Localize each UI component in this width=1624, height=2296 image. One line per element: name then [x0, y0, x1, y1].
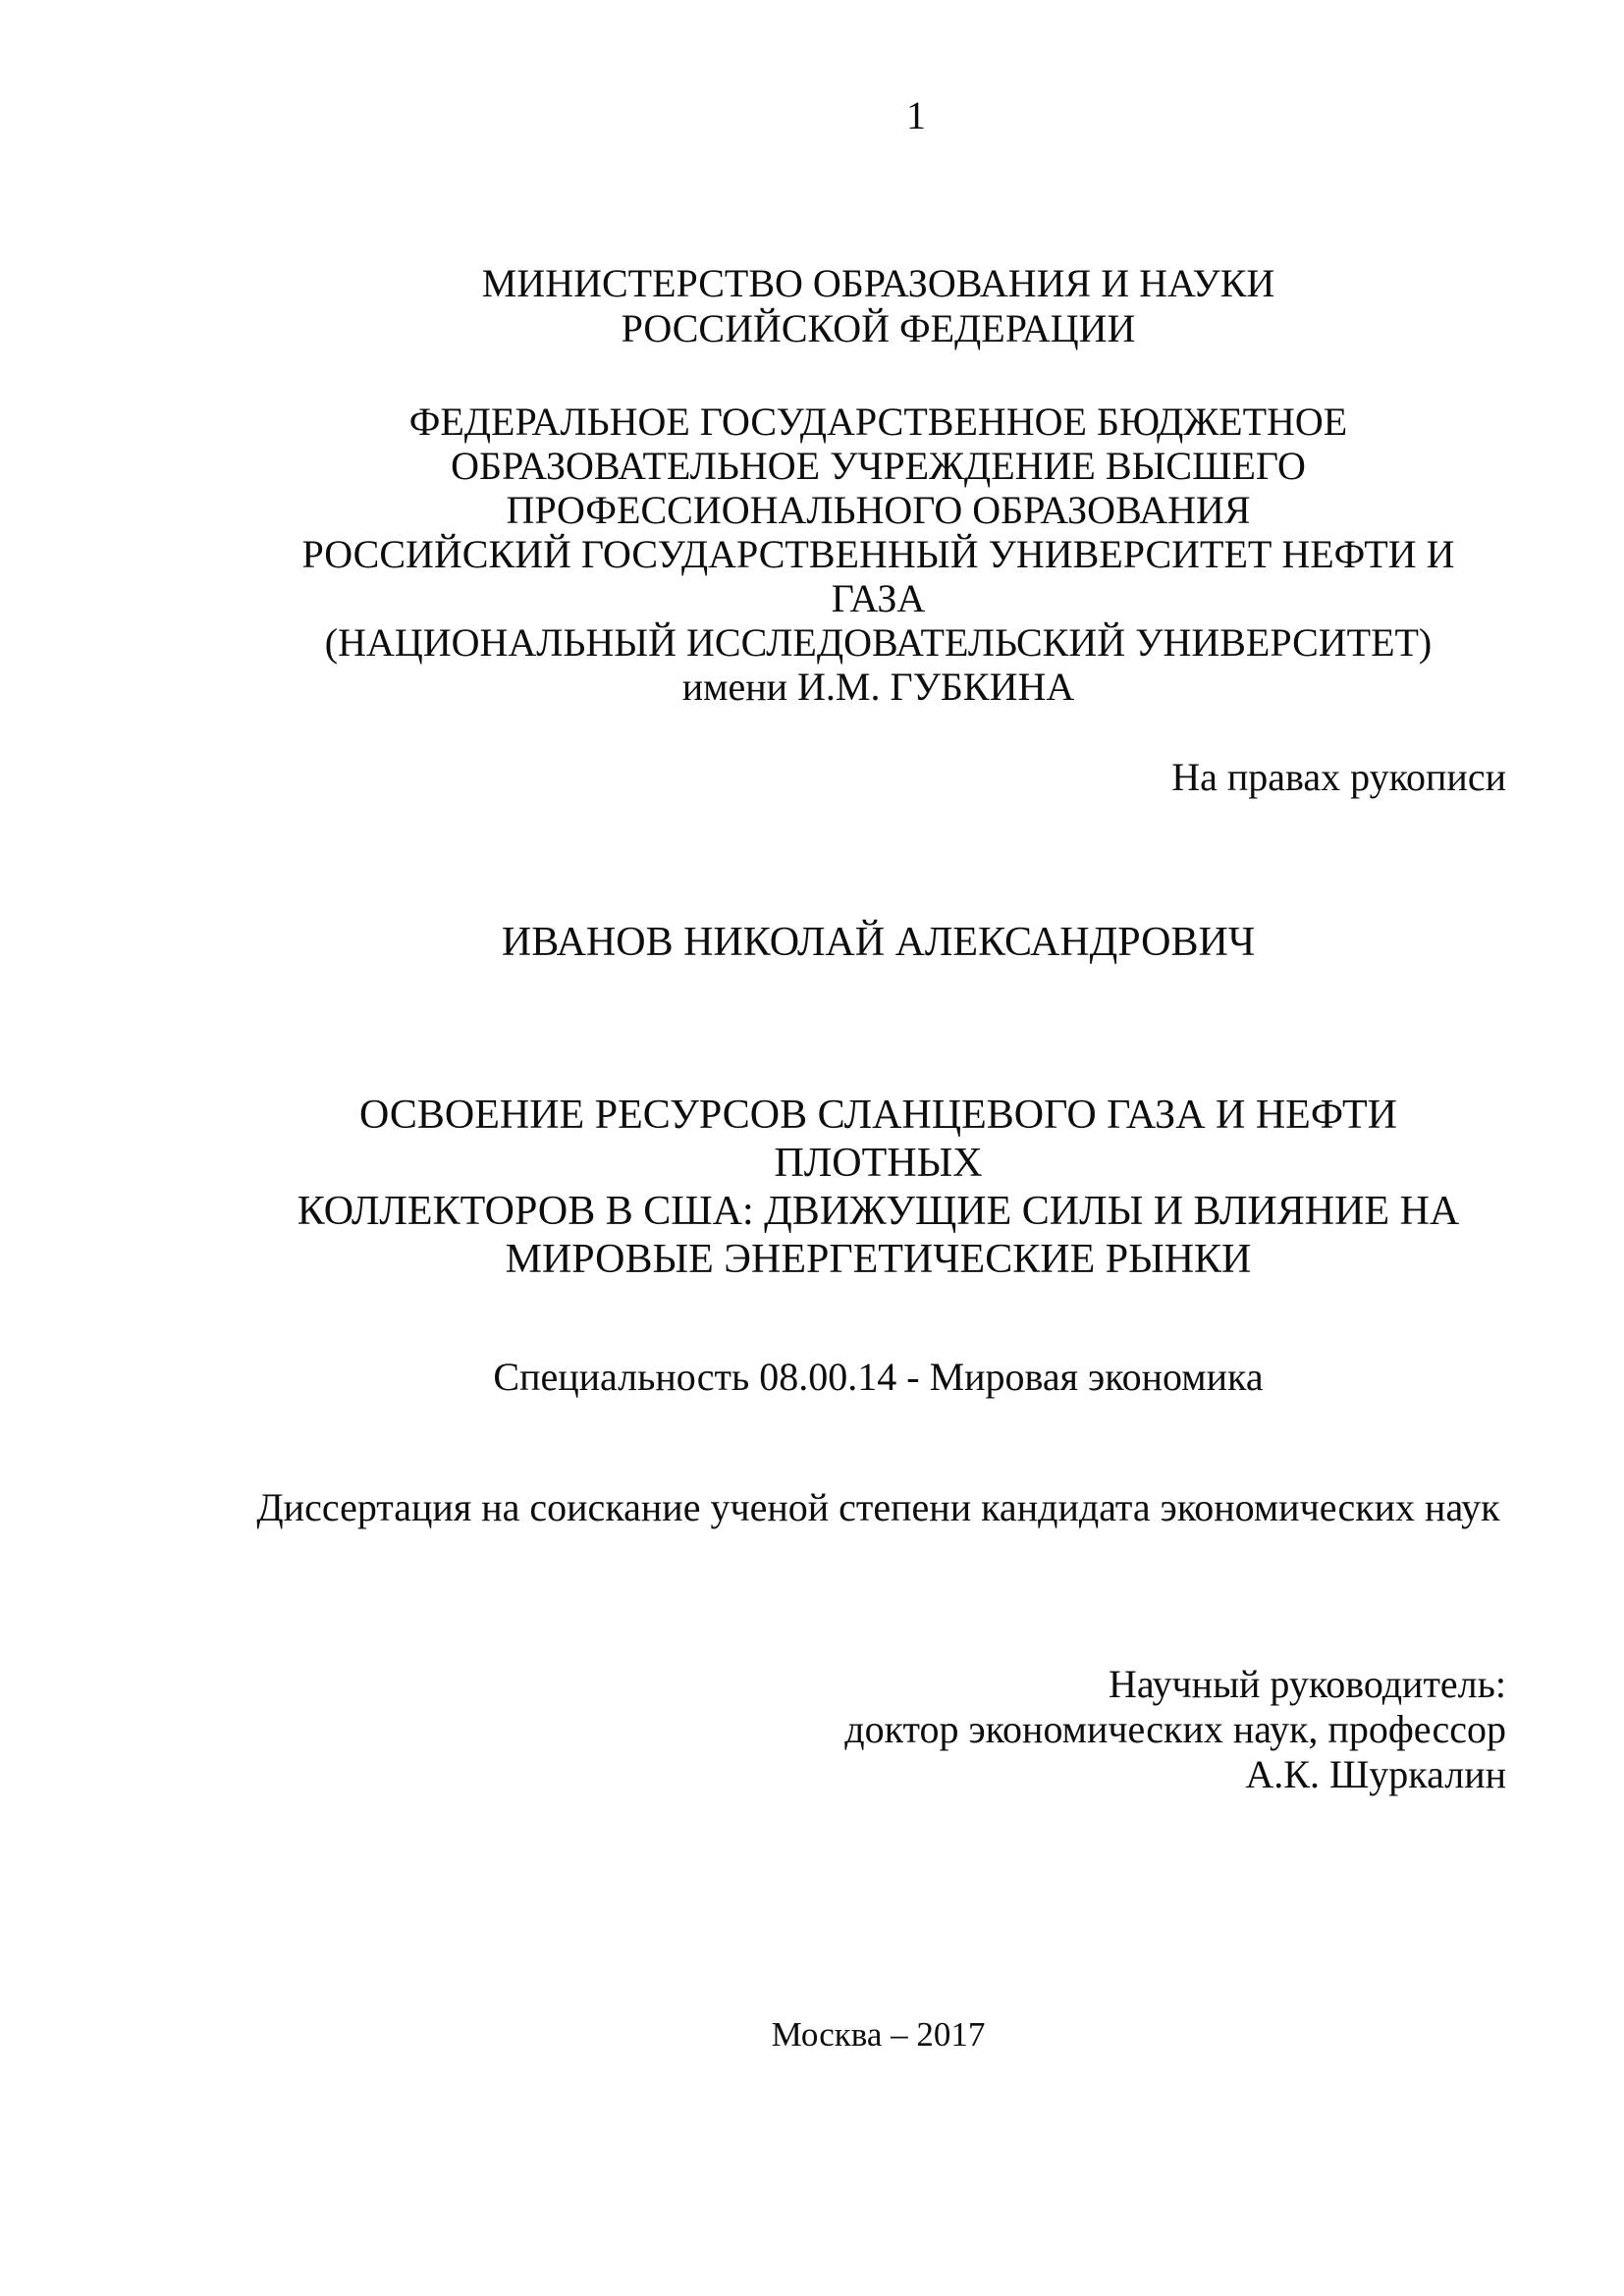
institution-header: [250, 400, 1506, 709]
manuscript-rights-note: На правах рукописи: [1171, 755, 1506, 799]
city-year-line: Москва – 2017: [771, 2015, 986, 2054]
institution-line: ПРОФЕССИОНАЛЬНОГО ОБРАЗОВАНИЯ: [506, 488, 1251, 532]
supervisor-degree: доктор экономических наук, профессор: [844, 1707, 1506, 1751]
thesis-type-line: Диссертация на соискание ученой степени кандидата экономических наук: [256, 1485, 1500, 1529]
institution-line: имени И.М. ГУБКИНА: [681, 665, 1075, 709]
page-number: 1: [906, 93, 926, 137]
supervisor-block: [250, 1662, 1506, 1797]
author-name: ИВАНОВ НИКОЛАЙ АЛЕКСАНДРОВИЧ: [501, 920, 1256, 965]
institution-line: ОБРАЗОВАТЕЛЬНОЕ УЧРЕЖДЕНИЕ ВЫСШЕГО: [451, 444, 1306, 488]
supervisor-label: Научный руководитель:: [1108, 1662, 1506, 1706]
dissertation-title: [250, 1092, 1506, 1284]
supervisor-name: А.К. Шуркалин: [1245, 1752, 1506, 1796]
institution-line: ФЕДЕРАЛЬНОЕ ГОСУДАРСТВЕННОЕ БЮДЖЕТНОЕ: [408, 400, 1348, 444]
institution-line: РОССИЙСКИЙ ГОСУДАРСТВЕННЫЙ УНИВЕРСИТЕТ НЕФТИ И ГАЗА: [301, 532, 1455, 620]
ministry-line: МИНИСТЕРСТВО ОБРАЗОВАНИЯ И НАУКИ: [481, 261, 1275, 305]
dissertation-title-line: КОЛЛЕКТОРОВ В США: ДВИЖУЩИЕ СИЛЫ И ВЛИЯНИЕ НА: [297, 1189, 1460, 1234]
ministry-header: [250, 261, 1506, 351]
specialty-line: Специальность 08.00.14 - Мировая экономика: [493, 1355, 1264, 1399]
ministry-line: РОССИЙСКОЙ ФЕДЕРАЦИИ: [621, 306, 1136, 350]
institution-line: (НАЦИОНАЛЬНЫЙ ИССЛЕДОВАТЕЛЬСКИЙ УНИВЕРСИТЕТ): [324, 620, 1433, 665]
dissertation-title-line: ОСВОЕНИЕ РЕСУРСОВ СЛАНЦЕВОГО ГАЗА И НЕФТИ ПЛОТНЫХ: [359, 1093, 1397, 1186]
dissertation-title-line: МИРОВЫЕ ЭНЕРГЕТИЧЕСКИЕ РЫНКИ: [505, 1237, 1252, 1282]
